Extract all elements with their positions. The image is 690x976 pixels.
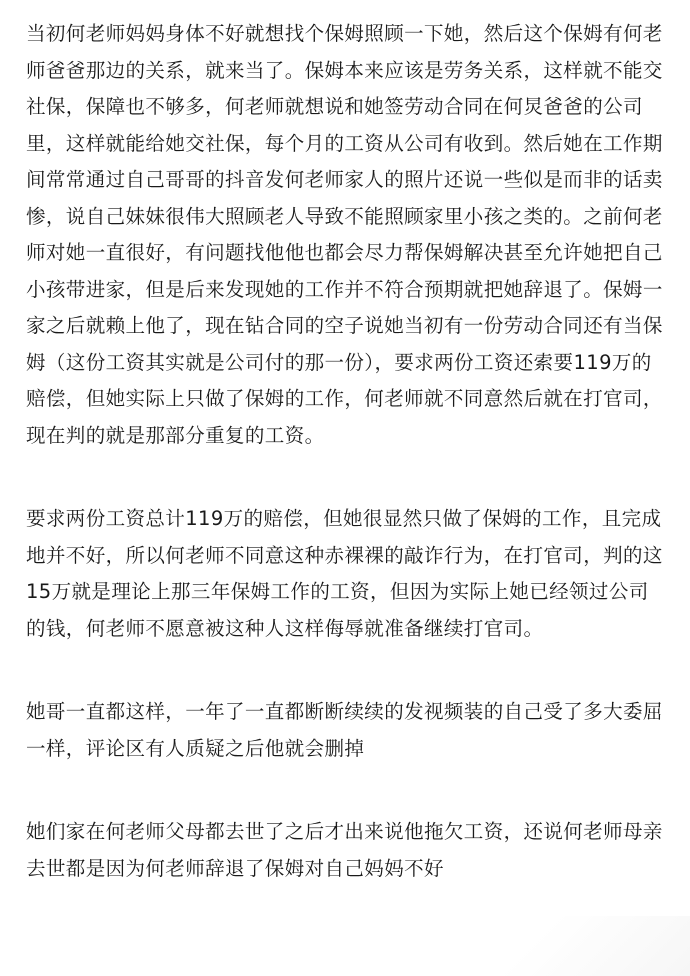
paragraph-4: 她们家在何老师父母都去世了之后才出来说他拖欠工资，还说何老师母亲去世都是因为何老师辞退了保姆对自己妈妈不好 <box>26 820 663 880</box>
corner-shade <box>430 916 690 976</box>
paragraph-2: 要求两份工资总计119万的赔偿，但她很显然只做了保姆的工作，且完成地并不好，所以何老师不同意这种赤裸裸的敲诈行为，在打官司，判的这15万就是理论上那三年保姆工作的工资，但因为实际上她已经领过公司的钱，何老师不愿意被这种人这样侮辱就准备继续打官司。 <box>26 507 663 640</box>
paragraph-1: 当初何老师妈妈身体不好就想找个保姆照顾一下她，然后这个保姆有何老师爸爸那边的关系，就来当了。保姆本来应该是劳务关系，这样就不能交社保，保障也不够多，何老师就想说和她签劳动合同在何炅爸爸的公司里，这样就能给她交社保，每个月的工资从公司有收到。然后她在工作期间常常通过自己哥哥的抖音发何老师家人的照片还说一些似是而非的话卖惨，说自己妹妹很伟大照顾老人导致不能照顾家里小孩之类的。之前何老师对她一直很好，有问题找他他也都会尽力帮保姆解决甚至允许她把自己小孩带进家，但是后来发现她的工作并不符合预期就把她辞退了。保姆一家之后就赖上他了，现在钻合同的空子说她当初有一份劳动合同还有当保姆（这份工资其实就是公司付的那一份），要求两份工资还索要119万的赔偿，但她实际上只做了保姆的工作，何老师就不同意然后就在打官司，现在判的就是那部分重复的工资。 <box>26 22 663 447</box>
document-body <box>26 16 666 887</box>
paragraph-3: 她哥一直都这样，一年了一直都断断续续的发视频装的自己受了多大委屈一样，评论区有人质疑之后他就会删掉 <box>26 700 663 760</box>
